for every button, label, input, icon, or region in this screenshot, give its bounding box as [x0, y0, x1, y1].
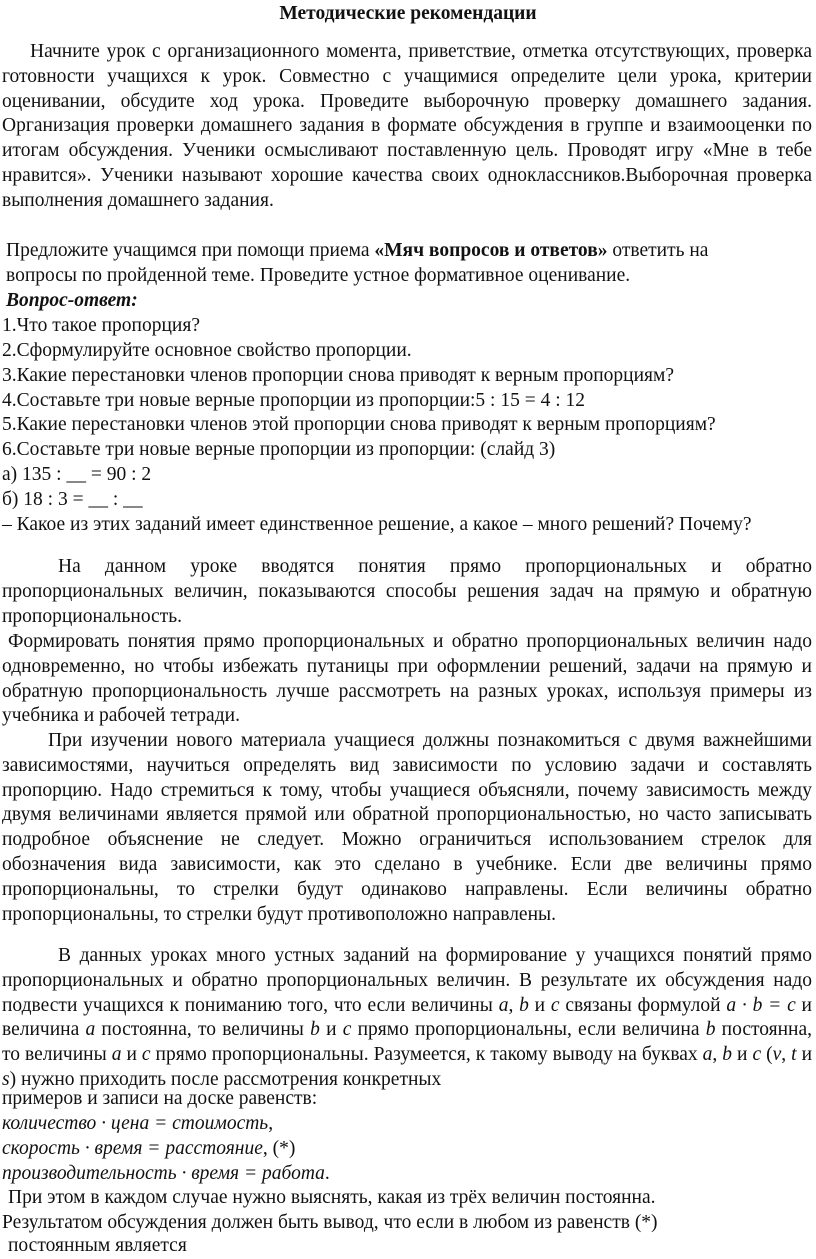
formula-work: производительность · время = работа. [2, 1163, 330, 1184]
paragraph-oral-tasks: В данных уроках много устных заданий на формирование у учащихся понятий прямо пропорциональных и обратно пропорциональных величин. В результате их обсуждения надо подвести учащихся к пониманию того, что если величины a, b и c связаны формулой a · b = c и величина a постоянна, то величины b и c прямо пропорциональны, если величина b постоянна, то величины a и c прямо пропорциональны. Разумеется, к такому выводу на буквах a, b и c (v, t и s) нужно приходить после рассмотрения конкретных [2, 945, 813, 1090]
question-6: 6.Составьте три новые верные пропорции из пропорции: (слайд 3) [2, 439, 556, 460]
page-title: Методические рекомендации [279, 3, 537, 24]
ball-technique-name: «Мяч вопросов и ответов» [374, 240, 608, 261]
paragraph-study: При изучении нового материала учащиеся должны познакомиться с двумя важнейшими зависимостями, научиться определять вид зависимости по условию задачи и составлять пропорцию. Надо стремиться к тому, чтобы учащиеся объясняли, почему зависимость между двумя величинами является прямой или обратной пропорциональностью, но часто записывать подробное объяснение не следует. Можно ограничиться использованием стрелок для обозначения вида зависимости, как это сделано в учебнике. Если две величины прямо пропорциональны, то стрелки будут одинаково направлены. Если величины обратно пропорциональны, то стрелки будут противоположно направлены. [2, 730, 812, 925]
formula-abc: a · b = c [726, 994, 796, 1016]
conclusion-line-2: постоянным является [8, 1235, 187, 1256]
qa-heading: Вопрос-ответ: [6, 290, 138, 311]
ball-text-before: Предложите учащимся при помощи приема [6, 240, 375, 261]
paragraph-formation: Формировать понятия прямо пропорциональных и обратно пропорциональных величин надо одновременно, но чтобы избежать путаницы при оформлении решений, задачи на прямую и обратную пропорциональность лучше рассмотреть на разных уроках, используя примеры из учебника и рабочей тетради. [2, 631, 812, 727]
paragraph-concepts: На данном уроке вводятся понятия прямо пропорциональных и обратно пропорциональных величин, показываются способы решения задач на прямую и обратную пропорциональность. [2, 556, 812, 627]
ball-line-2: вопросы по пройденной теме. Проведите устное формативное оценивание. [6, 265, 631, 286]
final-question: – Какое из этих заданий имеет единственное решение, а какое – много решений? Почему? [2, 514, 752, 535]
ball-text-after: ответить на [607, 240, 709, 261]
question-1: 1.Что такое пропорция? [2, 315, 200, 336]
formula-cost: количество · цена = стоимость, [2, 1113, 274, 1134]
question-2: 2.Сформулируйте основное свойство пропорции. [2, 340, 412, 361]
question-3: 3.Какие перестановки членов пропорции снова приводят к верным пропорциям? [2, 365, 675, 386]
question-5: 5.Какие перестановки членов этой пропорции снова приводят к верным пропорциям? [2, 414, 716, 435]
task-b: б) 18 : 3 = __ : __ [2, 489, 143, 510]
formula-distance: скорость · время = расстояние, (*) [2, 1138, 296, 1159]
examples-intro: примеров и записи на доске равенств: [2, 1088, 318, 1109]
ball-line-1 [6, 239, 816, 264]
intro-paragraph: Начните урок с организационного момента, приветствие, отметка отсутствующих, проверка готовности учащихся к урок. Совместно с учащимися определите цели урока, критерии оценивании, обсудите ход урока. Проведите выборочную проверку домашнего задания. Организация проверки домашнего задания в формате обсуждения в группе и взаимооценки по итогам обсуждения. Ученики осмысливают поставленную цель. Проводят игру «Мне в тебе нравится». Ученики называют хорошие качества своих одноклассников.Выборочная проверка выполнения домашнего задания. [2, 41, 812, 211]
conclusion-line: Результатом обсуждения должен быть вывод, что если в любом из равенств (*) [2, 1212, 658, 1233]
task-a: а) 135 : __ = 90 : 2 [2, 464, 152, 485]
question-4: 4.Составьте три новые верные пропорции из пропорции:5 : 15 = 4 : 12 [2, 390, 586, 411]
constant-note: При этом в каждом случае нужно выяснять, какая из трёх величин постоянна. [8, 1187, 656, 1208]
